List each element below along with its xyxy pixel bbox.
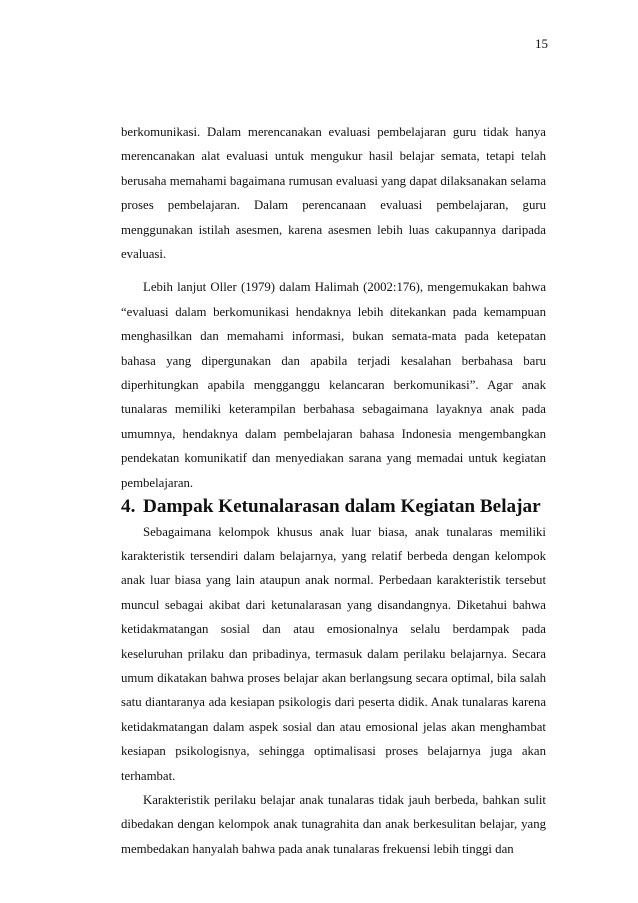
section-heading xyxy=(121,495,546,519)
page-body xyxy=(121,120,546,861)
paragraph-continuation: berkomunikasi. Dalam merencanakan evaluasi pembelajaran guru tidak hanya merencanakan alat evaluasi untuk mengukur hasil belajar semata, tetapi telah berusaha memahami bagaimana rumusan evaluasi yang dapat dilaksanakan selama proses pembelajaran. Dalam perencanaan evaluasi pembelajaran, guru menggunakan istilah asesmen, karena asesmen lebih luas cakupannya daripada evaluasi. xyxy=(121,125,546,262)
page-number: 15 xyxy=(535,36,548,51)
section-title: Dampak Ketunalarasan dalam Kegiatan Belajar xyxy=(143,496,541,518)
section-number: 4. xyxy=(121,496,136,518)
paragraph-characteristics: Sebagaimana kelompok khusus anak luar biasa, anak tunalaras memiliki karakteristik tersendiri dalam belajarnya, yang relatif berbeda dengan kelompok anak luar biasa yang lain ataupun anak normal. Perbedaan karakteristik tersebut muncul sebagai akibat dari ketunalarasan yang disandangnya. Diketahui bahwa ketidakmatangan sosial dan atau emosionalnya selalu berdampak pada keseluruhan prilaku dan pribadinya, termasuk dalam perilaku belajarnya. Secara umum dikatakan bahwa proses belajar akan berlangsung secara optimal, bila salah satu diantaranya ada kesiapan psikologis dari peserta didik. Anak tunalaras karena ketidakmatangan dalam aspek sosial dan atau emosional jelas akan menghambat kesiapan psikologisnya, sehingga optimalisasi proses belajarnya juga akan terhambat. xyxy=(121,524,546,783)
paragraph-learning-behavior: Karakteristik perilaku belajar anak tunalaras tidak jauh berbeda, bahkan sulit dibedakan dengan kelompok anak tunagrahita dan anak berkesulitan belajar, yang membedakan hanyalah bahwa pada anak tunalaras frekuensi lebih tinggi dan xyxy=(121,792,546,856)
paragraph-oller-quote: Lebih lanjut Oller (1979) dalam Halimah (2002:176), mengemukakan bahwa “evaluasi dalam berkomunikasi hendaknya lebih ditekankan pada kemampuan menghasilkan dan memahami informasi, bukan semata-mata pada ketepatan bahasa yang dipergunakan dan apabila terjadi kesalahan berbahasa baru diperhitungkan apabila mengganggu kelancaran berkomunikasi”. Agar anak tunalaras memiliki keterampilan berbahasa sebagaimana layaknya anak pada umumnya, hendaknya dalam pembelajaran bahasa Indonesia mengembangkan pendekatan komunikatif dan menyediakan sarana yang memadai untuk kegiatan pembelajaran. xyxy=(121,280,546,490)
